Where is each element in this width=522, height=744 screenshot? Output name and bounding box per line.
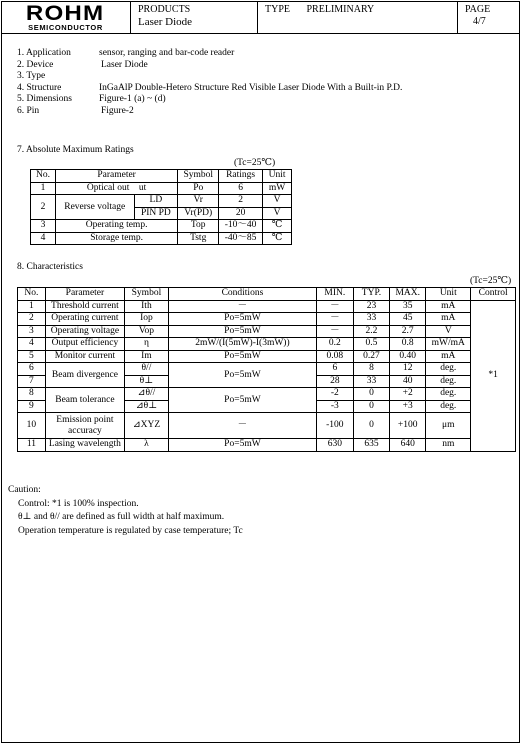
caution-line: Operation temperature is regulated by case temperature; Tc xyxy=(18,525,243,536)
table-row: 9 ⊿θ⊥ -3 0 +3 deg. xyxy=(18,400,516,413)
table-row: 5 Monitor current Im Po=5mW 0.08 0.27 0.40 mA xyxy=(18,350,516,363)
caution-title: Caution: xyxy=(8,485,41,495)
table-row: 4 Output efficiency η 2mW/(I(5mW)-I(3mW)) 0.2 0.5 0.8 mW/mA xyxy=(18,338,516,351)
table-header-row: No. Parameter Symbol Conditions MIN. TYP. MAX. Unit Control xyxy=(18,288,516,301)
table-row: 11 Lasing wavelength λ Po=5mW 630 635 640 nm xyxy=(18,439,516,452)
table-row: 10 Emission point accuracy ⊿XYZ － -100 0 +100 μm xyxy=(18,413,516,439)
abs-condition: (Tc=25℃) xyxy=(234,158,276,168)
table-row: PIN PD Vr(PD) 20 V xyxy=(31,207,292,220)
table-row: 3 Operating voltage Vop Po=5mW － 2.2 2.7 V xyxy=(18,325,516,338)
control-note: *1 xyxy=(471,300,516,451)
table-row: 4 Storage temp. Tstg -40～85 ℃ xyxy=(31,232,292,245)
table-row: 1 Threshold current Ith － － 23 35 mA *1 xyxy=(18,300,516,313)
page-cell xyxy=(458,1,520,33)
document-header xyxy=(1,1,520,34)
table-row: 7 θ⊥ 28 33 40 deg. xyxy=(18,375,516,388)
product-info-list xyxy=(17,48,402,117)
table-header-row: No. Parameter Symbol Ratings Unit xyxy=(31,170,292,183)
caution-notes xyxy=(8,484,243,538)
logo-brand: ROHM xyxy=(26,2,105,25)
info-row-type: 3. Type xyxy=(17,71,46,81)
characteristics-table xyxy=(17,287,516,452)
page-value: 4/7 xyxy=(473,16,486,27)
table-row: 2 Operating current Iop Po=5mW － 33 45 mA xyxy=(18,313,516,326)
characteristics-condition: (Tc=25℃) xyxy=(470,276,512,286)
type-cell xyxy=(258,1,458,33)
info-row-device: 2. Device Laser Diode xyxy=(17,59,148,70)
caution-line: Control: *1 is 100% inspection. xyxy=(18,498,139,509)
absolute-ratings-table xyxy=(30,169,292,245)
table-row: 6 Beam divergence θ// Po=5mW 6 8 12 deg. xyxy=(18,363,516,376)
abs-ratings-title: 7. Absolute Maximum Ratings xyxy=(17,145,134,155)
caution-line: θ⊥ and θ// are defined as full width at half maximum. xyxy=(18,512,225,522)
info-row-dimensions: 5. Dimensions Figure-1 (a) ~ (d) xyxy=(17,94,166,104)
table-row: 8 Beam tolerance ⊿θ// Po=5mW -2 0 +2 deg. xyxy=(18,388,516,401)
table-row: 1 Optical out ut Po 6 mW xyxy=(31,182,292,195)
products-label: PRODUCTS xyxy=(138,4,191,15)
products-value: Laser Diode xyxy=(138,16,193,28)
logo-sub: SEMICONDUCTOR xyxy=(28,23,103,32)
table-row: 2 Reverse voltage LD Vr 2 V xyxy=(31,195,292,208)
characteristics-title: 8. Characteristics xyxy=(17,262,83,272)
rohm-logo xyxy=(1,1,131,33)
info-row-structure: 4. Structure InGaAlP Double-Hetero Structure Red Visible Laser Diode With a Built-in P.D. xyxy=(17,82,403,93)
type-label: TYPE xyxy=(265,4,290,15)
info-row-pin: 6. Pin Figure-2 xyxy=(17,105,134,116)
info-row-application: 1. Application sensor, ranging and bar-code reader xyxy=(17,48,235,58)
type-value: PRELIMINARY xyxy=(306,4,375,15)
products-cell xyxy=(131,1,258,33)
table-row: 3 Operating temp. Top -10～40 ℃ xyxy=(31,220,292,233)
page-label: PAGE xyxy=(465,4,491,15)
